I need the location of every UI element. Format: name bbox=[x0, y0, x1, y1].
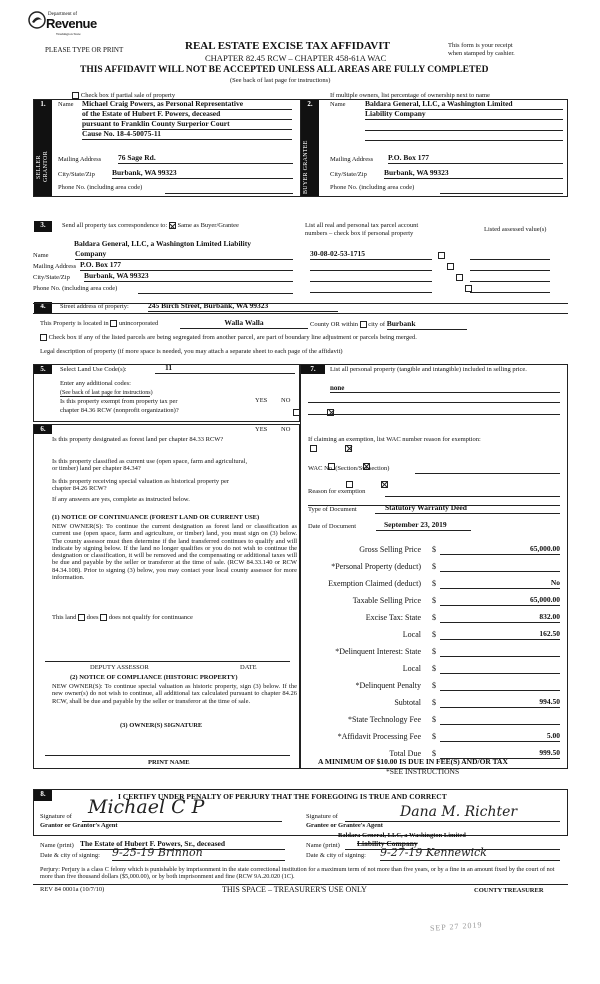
section-3-number: 3. bbox=[34, 221, 52, 232]
grantor-name-field[interactable]: The Estate of Hubert F. Powers, Sr., deceased bbox=[80, 840, 285, 850]
does-not-qualify-checkbox[interactable] bbox=[100, 614, 107, 621]
multiple-owners-note: If multiple owners, list percentage of ownership next to name bbox=[330, 92, 490, 99]
dollar-sign: $ bbox=[432, 562, 436, 571]
current-use-question: Is this property classified as current use (open space, farm and agricultural, or timber) land per chapter 84.34? bbox=[52, 458, 248, 473]
tax-mailing-field[interactable]: P.O. Box 177 bbox=[80, 261, 293, 271]
seller-name-line-4[interactable]: Cause No. 18-4-50075-11 bbox=[82, 130, 292, 140]
additional-codes-label: Enter any additional codes: bbox=[60, 380, 131, 387]
dollar-sign: $ bbox=[432, 545, 436, 554]
logo-state: Washington State bbox=[56, 32, 81, 36]
buyer-phone-label: Phone No. (including area code) bbox=[330, 184, 415, 191]
segregated-checkbox[interactable] bbox=[40, 334, 47, 341]
parcel-4-personal-checkbox[interactable] bbox=[465, 285, 472, 292]
subtotal-field[interactable]: 994.50 bbox=[440, 698, 560, 708]
excise-local-field[interactable]: 162.50 bbox=[440, 630, 560, 640]
forest-question: Is this property designated as forest land per chapter 84.33 RCW? bbox=[52, 436, 224, 443]
dollar-sign: $ bbox=[432, 596, 436, 605]
dollar-sign: $ bbox=[432, 698, 436, 707]
section-6-no: NO bbox=[281, 426, 291, 433]
tax-row-label: Exemption Claimed (deduct) bbox=[328, 579, 421, 588]
grantor-agent-label: Grantor or Grantor's Agent bbox=[40, 822, 118, 829]
certify-statement: I CERTIFY UNDER PENALTY OF PERJURY THAT THE FOREGOING IS TRUE AND CORRECT bbox=[118, 792, 447, 801]
grantor-sig-of: Signature of bbox=[40, 813, 72, 820]
same-as-buyer-checkbox[interactable] bbox=[169, 222, 176, 229]
parcel-intro-2: numbers – check box if personal property bbox=[305, 230, 414, 237]
tax-row-label: Total Due bbox=[389, 749, 421, 758]
tax-correspondence-label: Send all property tax correspondence to: bbox=[62, 222, 168, 229]
notice-compliance-title: (2) NOTICE OF COMPLIANCE (HISTORIC PROPERTY) bbox=[70, 674, 238, 681]
buyer-city-field[interactable]: Burbank, WA 99323 bbox=[384, 169, 563, 179]
buyer-mailing-label: Mailing Address bbox=[330, 156, 374, 163]
section-5-see-back: (See back of last page for instructions) bbox=[60, 390, 153, 396]
grantee-signature[interactable]: Dana M. Richter bbox=[400, 804, 518, 820]
total-due-field[interactable]: 999.50 bbox=[440, 749, 560, 759]
assessor-date-label: DATE bbox=[240, 664, 257, 671]
seller-mailing-field[interactable]: 76 Sage Rd. bbox=[118, 154, 293, 164]
tax-name-line-2[interactable]: Company bbox=[75, 250, 293, 260]
buyer-name-line-1[interactable]: Baldara General, LLC, a Washington Limited bbox=[365, 100, 563, 110]
section-5-number: 5. bbox=[34, 365, 52, 374]
section-4-number: 4. bbox=[34, 302, 52, 313]
section-1-number: 1. bbox=[34, 100, 52, 111]
delinquent-penalty-field[interactable] bbox=[440, 681, 560, 691]
logo-name: Revenue bbox=[46, 16, 97, 31]
same-as-buyer-label: Same as Buyer/Grantee bbox=[177, 222, 239, 229]
partial-sale-checkbox[interactable] bbox=[72, 92, 79, 99]
county-field[interactable]: Walla Walla bbox=[180, 319, 308, 329]
tax-phone-label: Phone No. (including area code) bbox=[33, 285, 118, 292]
receipt-note-1: This form is your receipt bbox=[448, 42, 513, 49]
personal-property-field[interactable]: none bbox=[330, 384, 560, 393]
exempt-yes-checkbox[interactable] bbox=[293, 409, 300, 416]
section-2-number: 2. bbox=[301, 100, 319, 111]
section-5-yes: YES bbox=[255, 397, 268, 404]
grantee-name-print-label: Name (print) bbox=[306, 842, 340, 849]
seller-city-field[interactable]: Burbank, WA 99323 bbox=[112, 169, 293, 179]
grantee-name-struck: Baldara General, LLC, a Washington Limited bbox=[338, 832, 466, 839]
doc-date-field[interactable]: September 23, 2019 bbox=[376, 521, 471, 531]
dollar-sign: $ bbox=[432, 579, 436, 588]
seller-grantor-label: SELLER GRANTOR bbox=[36, 151, 49, 183]
personal-property-label: List all personal property (tangible and intangible) included in selling price. bbox=[330, 366, 527, 373]
section-8-number: 8. bbox=[34, 790, 52, 801]
dollar-sign: $ bbox=[432, 613, 436, 622]
parcel-intro-1: List all real and personal tax parcel account bbox=[305, 222, 419, 229]
minimum-fee-note: A MINIMUM OF $10.00 IS DUE IN FEE(S) AND/OR TAX bbox=[318, 757, 508, 766]
county-treasurer-label: COUNTY TREASURER bbox=[474, 887, 544, 894]
seller-name-label: Name bbox=[58, 101, 74, 108]
dollar-sign: $ bbox=[432, 664, 436, 673]
tax-row-label: Local bbox=[402, 630, 421, 639]
received-stamp: SEP 27 2019 bbox=[429, 920, 483, 933]
tax-row-label: *Delinquent Interest: State bbox=[335, 647, 421, 656]
print-name-label: PRINT NAME bbox=[148, 759, 190, 766]
notice-compliance-body: NEW OWNER(S): To continue special valuation as historic property, sign (3) below. If the new owner(s) do not wish to continue, all additional tax calculated pursuant to chapter 84.26 RCW, shall be due and payable by the seller or transferor at the time of sale. bbox=[52, 683, 297, 705]
tax-name-label: Name bbox=[33, 252, 49, 259]
seller-city-label: City/State/Zip bbox=[58, 171, 95, 178]
grantor-name-print-label: Name (print) bbox=[40, 842, 74, 849]
tax-row-label: *Delinquent Penalty bbox=[355, 681, 421, 690]
tax-row-label: Gross Selling Price bbox=[359, 545, 421, 554]
parcel-1-personal-checkbox[interactable] bbox=[438, 252, 445, 259]
section-7-number: 7. bbox=[301, 365, 325, 374]
processing-fee-field[interactable]: 5.00 bbox=[440, 732, 560, 742]
tax-row-label: Excise Tax: State bbox=[365, 613, 421, 622]
personal-property-deduct-field[interactable] bbox=[440, 562, 560, 572]
perjury-notice: Perjury: Perjury is a class C felony which is punishable by imprisonment in the state correctional institution for a maximum term of not more than five years, or by a fine in an amount fixed by the court of not more than five thousand dollars ($5,000.00), or by both imprisonment and fine (RCW 9A.20.020 (1C). bbox=[40, 866, 555, 881]
parcel-2-personal-checkbox[interactable] bbox=[447, 263, 454, 270]
section-5-no: NO bbox=[281, 397, 291, 404]
form-chapter: CHAPTER 82.45 RCW – CHAPTER 458-61A WAC bbox=[205, 53, 387, 63]
technology-fee-field[interactable] bbox=[440, 715, 560, 725]
tax-row-label: Subtotal bbox=[394, 698, 421, 707]
rev-number: REV 84 0001a (10/7/10) bbox=[40, 886, 105, 893]
doc-type-field[interactable]: Statutory Warranty Deed bbox=[375, 504, 560, 514]
delinquent-interest-local-field[interactable] bbox=[440, 664, 560, 674]
delinquent-interest-state-field[interactable] bbox=[440, 647, 560, 657]
wac-label: WAC No. (Section/Subsection) bbox=[308, 465, 390, 472]
dollar-sign: $ bbox=[432, 715, 436, 724]
exemption-claimed-field[interactable]: No bbox=[440, 579, 560, 589]
exempt-question-2: chapter 84.36 RCW (nonprofit organization)? bbox=[60, 407, 179, 414]
land-use-label: Select Land Use Code(s): bbox=[60, 366, 127, 373]
wa-revenue-logo-icon bbox=[28, 11, 46, 29]
see-instructions-note: *SEE INSTRUCTIONS bbox=[386, 767, 460, 776]
notice-continuance-body: NEW OWNER(S): To continue the current designation as forest land or classification as current use (open space, farm and agriculture, or timber) land, you must sign on (3) below. The county assessor must then determine if the land transferred continues to qualify and will indicate by signing below. If the land no longer qualifies or you do not wish to continue the designation or classification, it will be removed and the compensating or additional taxes will be due and payable by the seller or transferor at the time of sale. (RCW 84.33.140 or RCW 84.34.108). Prior to signing (3) below, you may contact your local county assessor for more information. bbox=[52, 523, 297, 581]
logo bbox=[28, 9, 98, 39]
grantee-date-label: Date & city of signing: bbox=[306, 852, 366, 859]
tax-row-label: Local bbox=[402, 664, 421, 673]
doc-type-label: Type of Document bbox=[308, 506, 357, 513]
excise-state-field[interactable]: 832.00 bbox=[440, 613, 560, 623]
buyer-mailing-field[interactable]: P.O. Box 177 bbox=[388, 154, 563, 164]
treasurer-use-only: THIS SPACE – TREASURER'S USE ONLY bbox=[222, 885, 367, 894]
grantee-agent-label: Grantee or Grantee's Agent bbox=[306, 822, 383, 829]
tax-row-label: Taxable Selling Price bbox=[352, 596, 421, 605]
dollar-sign: $ bbox=[432, 630, 436, 639]
section-6-box bbox=[33, 424, 300, 769]
seller-mailing-label: Mailing Address bbox=[58, 156, 102, 163]
owner-signature-label: (3) OWNER(S) SIGNATURE bbox=[120, 722, 203, 729]
parcel-number-1[interactable]: 30-08-02-53-1715 bbox=[310, 250, 432, 260]
grantor-signature[interactable]: Michael C P bbox=[88, 796, 205, 818]
deputy-assessor-label: DEPUTY ASSESSOR bbox=[90, 664, 149, 671]
notice-continuance-title: (1) NOTICE OF CONTINUANCE (FOREST LAND OR CURRENT USE) bbox=[52, 514, 260, 521]
historic-question: Is this property receiving special valuation as historical property per chapter 84.26 RCW? bbox=[52, 478, 230, 493]
tax-row-label: *Personal Property (deduct) bbox=[331, 562, 421, 571]
assessed-value-label: Listed assessed value(s) bbox=[484, 226, 547, 233]
tax-mailing-label: Mailing Address bbox=[33, 263, 77, 270]
parcel-3-personal-checkbox[interactable] bbox=[456, 274, 463, 281]
land-use-code-field[interactable]: 11 bbox=[155, 364, 295, 374]
county-or-row: County OR within city of Burbank bbox=[310, 320, 467, 330]
buyer-name-label: Name bbox=[330, 101, 346, 108]
see-back: (See back of last page for instructions) bbox=[230, 77, 331, 84]
tax-name-line-1[interactable]: Baldara General, LLC, a Washington Limited Liability bbox=[74, 239, 251, 248]
section-6-yes: YES bbox=[255, 426, 268, 433]
doc-date-label: Date of Document bbox=[308, 523, 357, 530]
form-title: REAL ESTATE EXCISE TAX AFFIDAVIT bbox=[185, 40, 390, 52]
grantee-name-field[interactable]: Liability Company bbox=[345, 840, 560, 850]
dollar-sign: $ bbox=[432, 732, 436, 741]
exempt-question-1: Is this property exempt from property tax per bbox=[60, 398, 178, 405]
partial-sale-label: Check box if partial sale of property bbox=[80, 92, 176, 99]
tax-row-label: *State Technology Fee bbox=[347, 715, 421, 724]
city-field[interactable]: Burbank bbox=[387, 320, 467, 330]
seller-name-line-3[interactable]: pursuant to Franklin County Surperior Court bbox=[82, 120, 292, 130]
street-label: Street address of property: bbox=[60, 303, 129, 310]
buyer-name-line-2[interactable]: Liability Company bbox=[365, 110, 563, 120]
form-warning: THIS AFFIDAVIT WILL NOT BE ACCEPTED UNLESS ALL AREAS ARE FULLY COMPLETED bbox=[80, 65, 489, 75]
seller-name-line-1[interactable]: Michael Craig Powers, as Personal Representative bbox=[82, 100, 292, 110]
exemption-claim-label: If claiming an exemption, list WAC number reason for exemption: bbox=[308, 436, 481, 443]
segregated-row: Check box if any of the listed parcels are being segregated from another parcel, are part of boundary line adjustment or parcels being merged. bbox=[40, 334, 570, 341]
legal-description-label: Legal description of property (if more space is needed, you may attach a separate sheet to each page of the affidavit) bbox=[40, 348, 343, 355]
dollar-sign: $ bbox=[432, 749, 436, 758]
logo-dept: Department of bbox=[48, 12, 78, 17]
dollar-sign: $ bbox=[432, 681, 436, 690]
within-city-checkbox[interactable] bbox=[360, 321, 367, 328]
grantor-date-label: Date & city of signing: bbox=[40, 852, 100, 859]
grantor-date-field[interactable]: 9-25-19 Brinnon bbox=[112, 847, 285, 861]
seller-name-line-2[interactable]: of the Estate of Hubert F. Powers, deceased bbox=[82, 110, 292, 120]
please-type: PLEASE TYPE OR PRINT bbox=[45, 46, 124, 54]
tax-city-label: City/State/Zip bbox=[33, 274, 70, 281]
receipt-note-2: when stamped by cashier. bbox=[448, 50, 515, 57]
tax-city-field[interactable]: Burbank, WA 99323 bbox=[84, 272, 293, 282]
exemption-reason-label: Reason for exemption bbox=[308, 488, 366, 495]
buyer-grantee-label: BUYER GRANTEE bbox=[303, 140, 309, 194]
tax-row-label: *Affidavit Processing Fee bbox=[337, 732, 421, 741]
located-in-row: This Property is located in unincorporated bbox=[40, 320, 159, 327]
does-qualify-checkbox[interactable] bbox=[78, 614, 85, 621]
section-6-number: 6. bbox=[34, 425, 52, 434]
grantee-date-field[interactable]: 9-27-19 Kennewick bbox=[380, 847, 560, 861]
unincorporated-checkbox[interactable] bbox=[110, 320, 117, 327]
taxable-selling-price-field[interactable]: 65,000.00 bbox=[440, 596, 560, 606]
buyer-city-label: City/State/Zip bbox=[330, 171, 367, 178]
street-field[interactable]: 245 Birch Street, Burbank, WA 99323 bbox=[148, 302, 338, 312]
qualify-row: This land does does not qualify for continuance bbox=[52, 614, 193, 621]
dollar-sign: $ bbox=[432, 647, 436, 656]
grantee-sig-of: Signature of bbox=[306, 813, 338, 820]
gross-selling-price-field[interactable]: 65,000.00 bbox=[440, 545, 560, 555]
seller-phone-label: Phone No. (including area code) bbox=[58, 184, 143, 191]
if-yes-note: If any answers are yes, complete as instructed below. bbox=[52, 496, 190, 503]
tax-correspondence-row bbox=[62, 222, 239, 229]
